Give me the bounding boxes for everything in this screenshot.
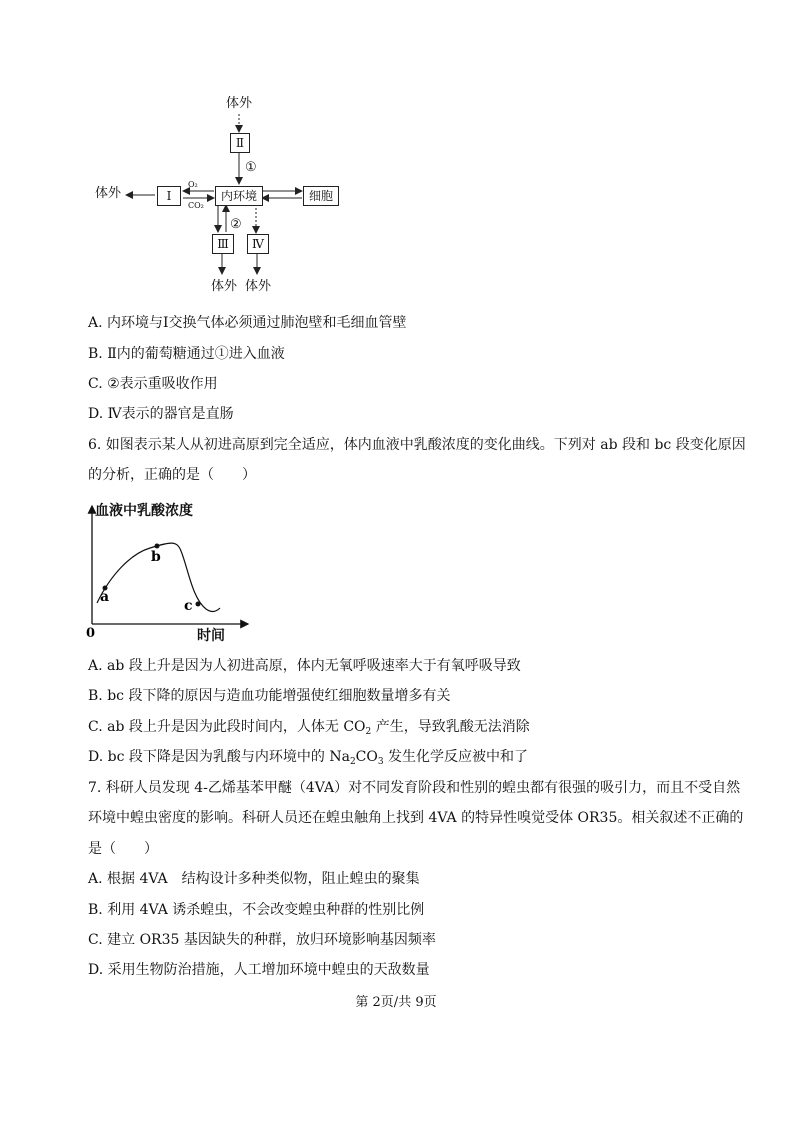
q7-option-c: C. 建立 OR35 基因缺失的种群，放归环境影响基因频率 — [88, 932, 436, 948]
inner-environment-label: 内环境 — [220, 189, 257, 203]
q7-option-d: D. 采用生物防治措施，人工增加环境中蝗虫的天敌数量 — [88, 962, 430, 978]
origin-label: 0 — [86, 626, 96, 641]
label-outside-bottom-1: 体外 — [211, 279, 238, 294]
q5-option-a: A. 内环境与Ⅰ交换气体必须通过肺泡壁和毛细血管壁 — [88, 315, 407, 331]
q7-option-a: A. 根据 4VA 结构设计多种类似物，阻止蝗虫的聚集 — [88, 871, 420, 887]
label-co2: CO₂ — [188, 201, 204, 210]
box-4 — [247, 234, 269, 254]
box-4-label: Ⅳ — [252, 237, 264, 251]
q6-option-a: A. ab 段上升是因为人初进高原，体内无氧呼吸速率大于有氧呼吸导致 — [88, 658, 521, 674]
marker-2: ② — [230, 217, 242, 232]
q6-stem-line-1: 6. 如图表示某人从初进高原到完全适应，体内血液中乳酸浓度的变化曲线。下列对 ab 段和 bc 段变化原因 — [88, 437, 746, 453]
y-axis-label: 血液中乳酸浓度 — [95, 503, 193, 519]
q6-option-c — [88, 717, 530, 742]
box-2-label: Ⅱ — [235, 136, 245, 150]
x-axis-label: 时间 — [197, 628, 225, 644]
q6-option-d-sub-2: 3 — [377, 757, 384, 767]
box-3 — [212, 234, 234, 254]
q6-option-d-mid: CO — [355, 749, 378, 765]
label-outside-bottom-2: 体外 — [245, 279, 272, 294]
q5-option-d: D. Ⅳ表示的器官是直肠 — [88, 406, 234, 422]
point-b — [155, 544, 160, 549]
q6-option-b: B. bc 段下降的原因与造血功能增强使红细胞数量增多有关 — [88, 688, 451, 704]
q7-stem-line-3: 是（ ） — [88, 841, 158, 857]
point-c-label: c — [184, 598, 193, 614]
q5-option-c: C. ②表示重吸收作用 — [88, 376, 218, 392]
box-cell — [303, 186, 339, 206]
box-1 — [157, 186, 181, 206]
box-3-label: Ⅲ — [217, 237, 229, 251]
q6-option-c-text-2: 产生，导致乳酸无法消除 — [371, 719, 530, 735]
q7-option-b: B. 利用 4VA 诱杀蝗虫，不会改变蝗虫种群的性别比例 — [88, 902, 425, 918]
page-footer: 第 2页/共 9页 — [355, 995, 437, 1010]
point-a-label: a — [100, 589, 110, 605]
q6-option-c-text-1: C. ab 段上升是因为此段时间内，人体无 CO — [88, 719, 366, 735]
q6-option-d-sub-1: 2 — [349, 757, 356, 767]
marker-1: ① — [245, 160, 257, 175]
lactate-chart — [80, 496, 250, 646]
box-inner-environment — [215, 186, 263, 206]
box-1-label: Ⅰ — [166, 189, 172, 203]
cell-label: 细胞 — [308, 189, 333, 203]
q6-option-c-sub: 2 — [365, 727, 372, 737]
q5-option-b: B. Ⅱ内的葡萄糖通过①进入血液 — [88, 346, 285, 362]
q7-stem-line-1: 7. 科研人员发现 4-乙烯基苯甲醚（4VA）对不同发育阶段和性别的蝗虫都有很强的吸引力，而且不受自然 — [88, 780, 741, 796]
body-fluid-diagram — [0, 0, 792, 300]
label-outside-top: 体外 — [226, 96, 253, 111]
q6-option-d-text-1: D. bc 段下降是因为乳酸与内环境中的 Na — [88, 749, 350, 765]
q6-option-d — [88, 747, 528, 772]
point-b-label: b — [151, 549, 161, 565]
label-o2: O₂ — [188, 180, 198, 189]
box-2 — [230, 133, 250, 153]
point-c — [196, 602, 201, 607]
label-outside-left: 体外 — [95, 186, 122, 201]
diagram-arrows — [0, 0, 792, 300]
q6-stem-line-2: 的分析，正确的是（ ） — [88, 467, 256, 483]
q7-stem-line-2: 环境中蝗虫密度的影响。科研人员还在蝗虫触角上找到 4VA 的特异性嗅觉受体 OR35。相关叙述不正确的 — [88, 810, 744, 826]
q6-option-d-text-2: 发生化学反应被中和了 — [383, 749, 529, 765]
